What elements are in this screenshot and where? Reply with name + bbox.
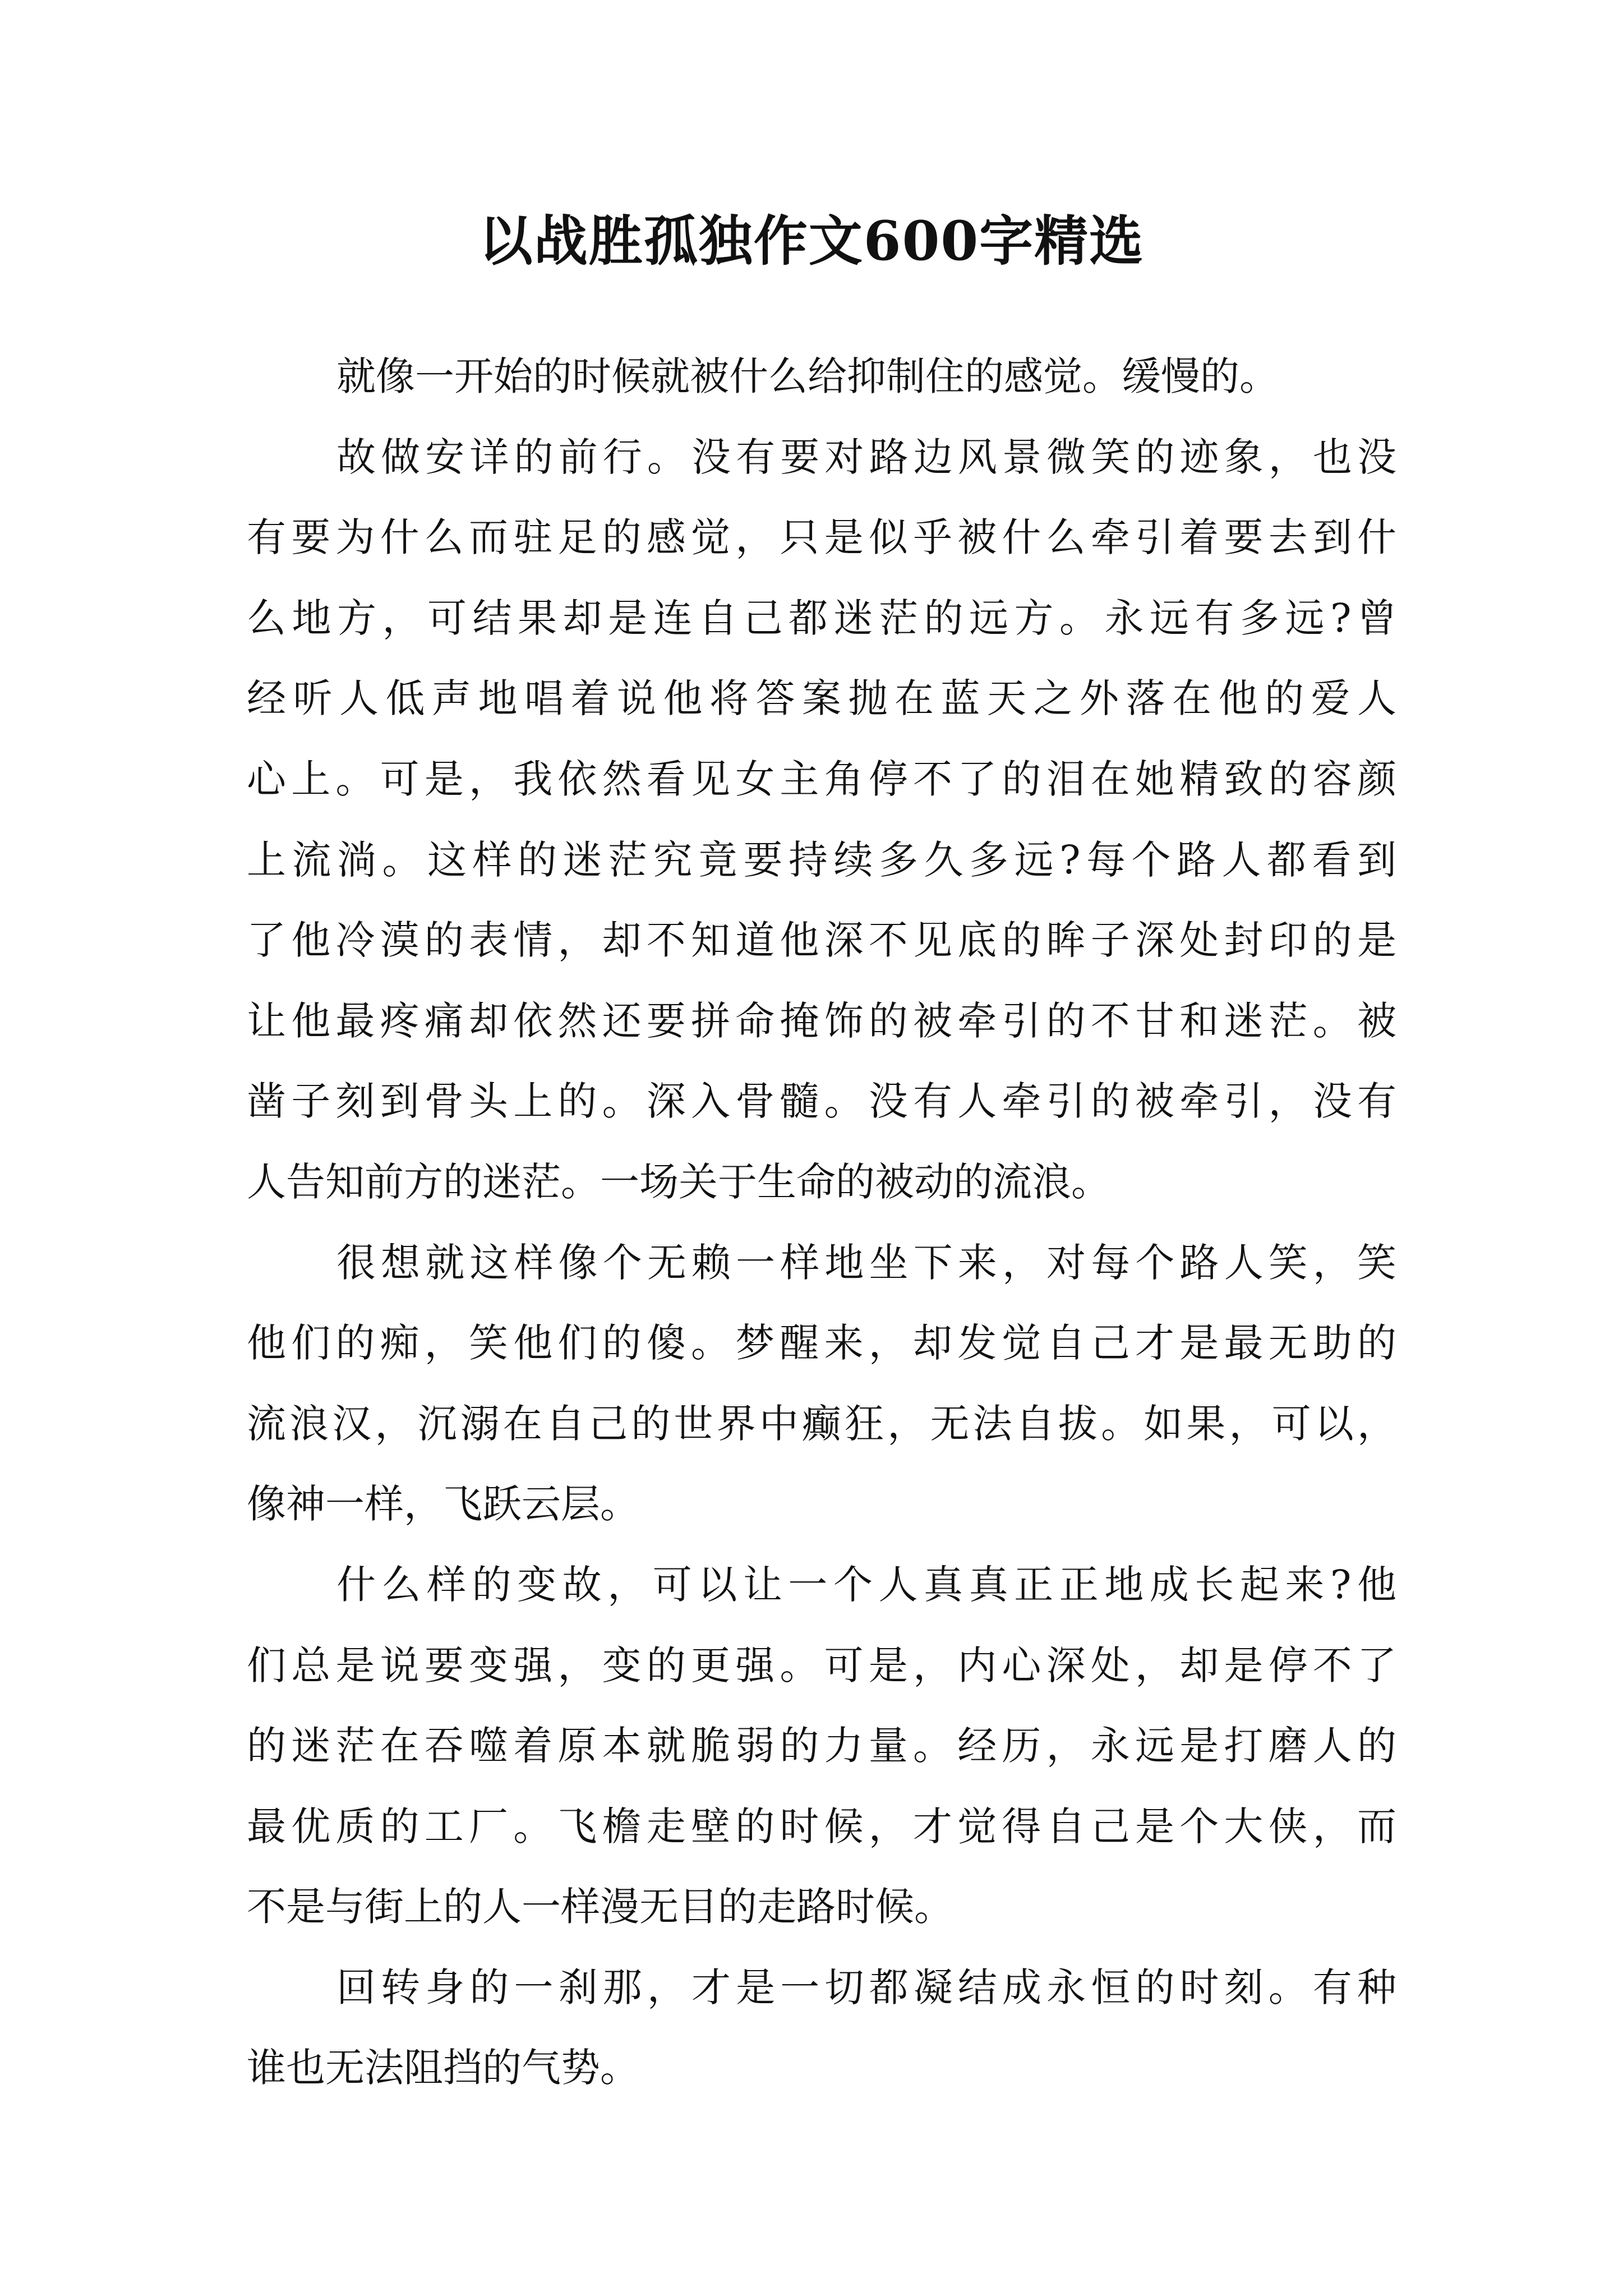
paragraph-1 <box>247 337 1396 417</box>
text-line: 像神一样，飞跃云层。 <box>247 1481 639 1527</box>
text-line: 很想就这样像个无赖一样地坐下来，对每个路人笑，笑 <box>336 1239 1396 1286</box>
text-line: 们总是说要变强，变的更强。可是，内心深处，却是停不了 <box>247 1642 1396 1688</box>
text-line: 经听人低声地唱着说他将答案抛在蓝天之外落在他的爱人 <box>247 675 1396 722</box>
text-line: 凿子刻到骨头上的。深入骨髓。没有人牵引的被牵引，没有 <box>247 1078 1396 1125</box>
paragraph-4 <box>247 1545 1396 1948</box>
text-line: 么地方，可结果却是连自己都迷茫的远方。永远有多远?曾 <box>247 595 1396 641</box>
text-line: 人告知前方的迷茫。一场关于生命的被动的流浪。 <box>247 1158 1110 1205</box>
text-line: 让他最疼痛却依然还要拼命掩饰的被牵引的不甘和迷茫。被 <box>247 997 1396 1044</box>
text-line: 有要为什么而驻足的感觉，只是似乎被什么牵引着要去到什 <box>247 514 1396 561</box>
text-line: 谁也无法阻挡的气势。 <box>247 2045 639 2091</box>
text-line: 什么样的变故，可以让一个人真真正正地成长起来?他 <box>336 1561 1396 1608</box>
text-line: 不是与街上的人一样漫无目的走路时候。 <box>247 1884 953 1930</box>
text-line: 流浪汉，沉溺在自己的世界中癫狂，无法自拔。如果，可以， <box>247 1400 1396 1447</box>
text-line: 最优质的工厂。飞檐走壁的时候，才觉得自己是个大侠，而 <box>247 1803 1396 1849</box>
article-body <box>247 337 1396 2109</box>
text-line: 心上。可是，我依然看见女主角停不了的泪在她精致的容颜 <box>247 756 1396 802</box>
paragraph-5 <box>247 1948 1396 2109</box>
paragraph-2 <box>247 417 1396 1223</box>
text-line: 就像一开始的时候就被什么给抑制住的感觉。缓慢的。 <box>336 353 1279 399</box>
text-line: 上流淌。这样的迷茫究竟要持续多久多远?每个路人都看到 <box>247 836 1396 883</box>
text-line: 了他冷漠的表情，却不知道他深不见底的眸子深处封印的是 <box>247 917 1396 964</box>
paragraph-3 <box>247 1223 1396 1545</box>
text-line: 他们的痴，笑他们的傻。梦醒来，却发觉自己才是最无助的 <box>247 1320 1396 1366</box>
text-line: 的迷茫在吞噬着原本就脆弱的力量。经历，永远是打磨人的 <box>247 1723 1396 1769</box>
page-title: 以战胜孤独作文600字精选 <box>478 209 1145 273</box>
text-line: 故做安详的前行。没有要对路边风景微笑的迹象，也没 <box>336 434 1396 480</box>
text-line: 回转身的一刹那，才是一切都凝结成永恒的时刻。有种 <box>336 1964 1396 2010</box>
